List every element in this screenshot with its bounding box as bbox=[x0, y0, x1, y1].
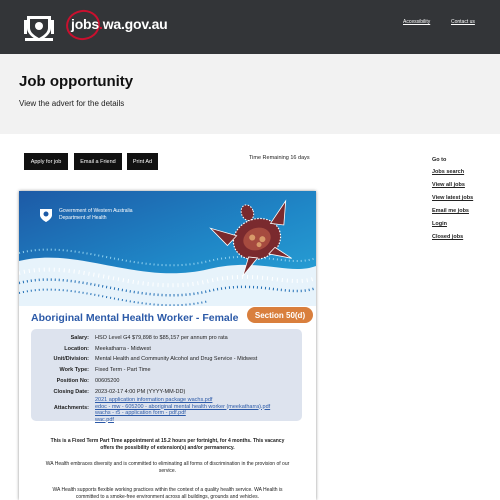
sidebar-item-email-me-jobs[interactable]: Email me jobs bbox=[432, 208, 469, 214]
sidebar-item-jobs-search[interactable]: Jobs search bbox=[432, 169, 465, 175]
accessibility-link[interactable]: Accessibility bbox=[403, 19, 431, 25]
apply-for-job-button[interactable]: Apply for job bbox=[24, 153, 68, 170]
sidebar-item-login[interactable]: Login bbox=[432, 221, 447, 227]
contact-us-link[interactable]: Contact us bbox=[451, 19, 475, 25]
gov-branding bbox=[37, 206, 133, 224]
sidebar-goto bbox=[432, 157, 473, 247]
sidebar-item-view-all-jobs[interactable]: View all jobs bbox=[432, 182, 465, 188]
attachment-link[interactable]: edoc - mw - 605200 - aboriginal mental health worker (meekatharra).pdf bbox=[95, 403, 271, 410]
page-subtitle: View the advert for the details bbox=[19, 99, 125, 108]
sidebar-heading: Go to bbox=[432, 157, 447, 163]
sidebar-item-closed-jobs[interactable]: Closed jobs bbox=[432, 234, 464, 240]
attachment-link[interactable]: 2021 application information package wachs.pdf bbox=[95, 397, 213, 403]
email-a-friend-button[interactable]: Email a Friend bbox=[74, 153, 122, 170]
job-details-panel: Salary: HSO Level G4 $79,898 to $85,157 per annum pro rata Location: Meekatharra - Midwest Unit/Division: Mental Health and Community Alcohol and Drug Service - Midwest Work Type: Fixed Term - Part Time Position No: 00605200 Closing Date: 2023-02-17 4:00 PM (YYYY-MM-DD) Attachments: 2021 application information package wachs.pdf edoc - mw - 605200 - aboriginal mental health worker (meekatharra).pdf wachs - r5 - application form - pdf.pdf wac.pdf bbox=[31, 329, 302, 421]
page-title: Job opportunity bbox=[19, 73, 134, 90]
print-ad-button[interactable]: Print Ad bbox=[127, 153, 158, 170]
site-header bbox=[0, 0, 500, 54]
gov-line-1: Government of Western Australia bbox=[59, 208, 133, 214]
appointment-paragraph: This is a Fixed Term Part Time appointment at 15.2 hours per fortnight, for 4 months. This vacancy offers the possibility of extension(s) and/or permanency. bbox=[50, 438, 285, 451]
job-title: Aboriginal Mental Health Worker - Female bbox=[31, 312, 239, 324]
flexible-working-paragraph: WA Health supports flexible working practices within the context of a quality health service. WA Health is committed to a smoke-free environment across all buildings, grounds and vehicles. bbox=[52, 487, 283, 500]
jobs-wa-logo[interactable] bbox=[66, 10, 168, 40]
attachments-list bbox=[95, 397, 270, 423]
attachment-link[interactable]: wac.pdf bbox=[95, 416, 114, 423]
wa-crest-icon[interactable] bbox=[22, 10, 56, 44]
sidebar-item-view-latest-jobs[interactable]: View latest jobs bbox=[432, 195, 474, 201]
time-remaining: Time Remaining 16 days bbox=[249, 155, 310, 161]
attachment-link[interactable]: wachs - r5 - application form - pdf.pdf bbox=[95, 410, 186, 416]
hero-section bbox=[0, 54, 500, 134]
wa-gov-crest-icon bbox=[37, 206, 55, 224]
diversity-paragraph: WA Health embraces diversity and is committed to eliminating all forms of discrimination in the provision of our service. bbox=[45, 461, 290, 474]
section-badge: Section 50(d) bbox=[247, 307, 313, 323]
gov-line-2: Department of Health bbox=[59, 215, 107, 221]
job-advert bbox=[19, 191, 316, 500]
logo-text: jobs.wa.gov.au bbox=[71, 16, 168, 32]
